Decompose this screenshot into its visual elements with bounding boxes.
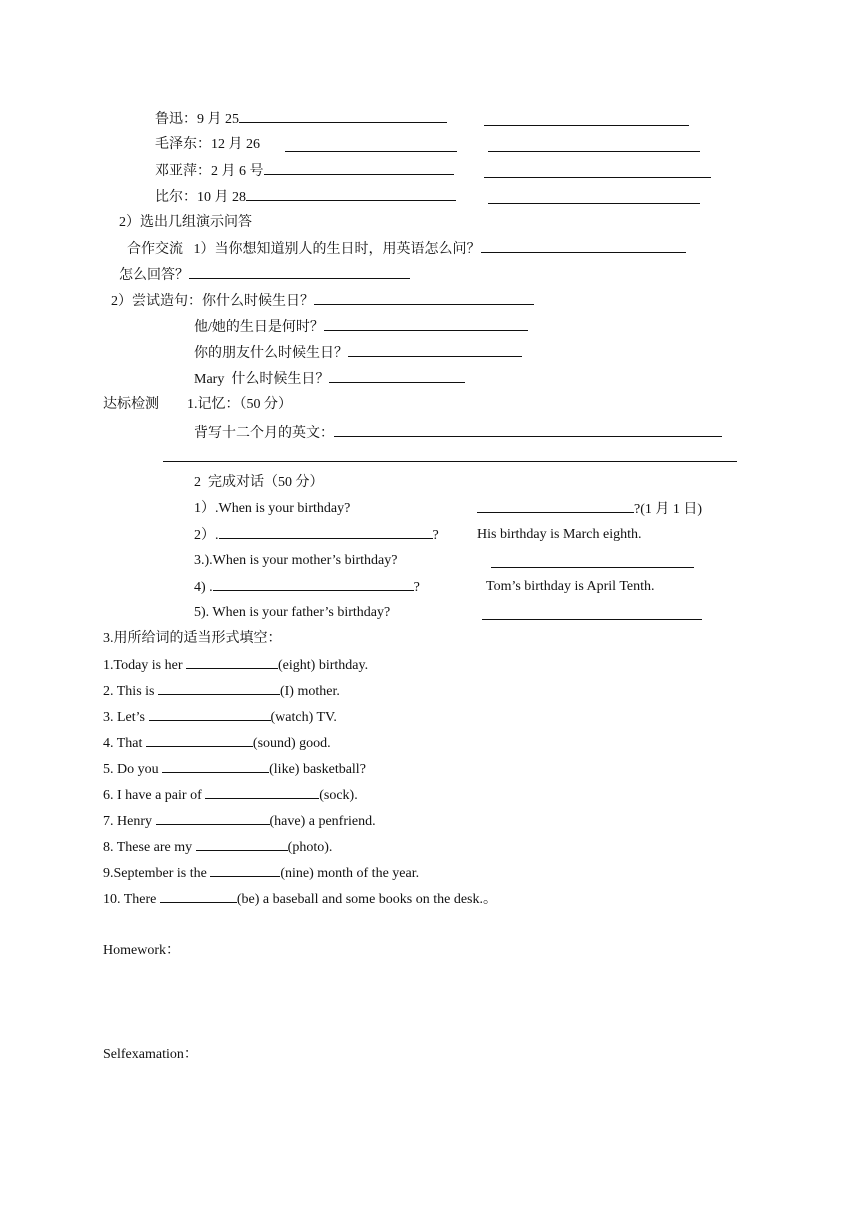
answer-blank[interactable]: [477, 500, 634, 513]
birthday-label: 邓亚萍：2 月 6 号: [155, 164, 264, 179]
selfexam-label: Selfexamation：: [103, 1047, 198, 1062]
fill-item-hint: (sock).: [319, 788, 358, 803]
answer-blank[interactable]: [239, 110, 447, 123]
answer-blank[interactable]: [324, 318, 528, 331]
answer-blank[interactable]: [488, 203, 700, 204]
answer-blank[interactable]: [491, 567, 694, 568]
answer-blank[interactable]: [210, 864, 280, 877]
fill-title: 3.用所给词的适当形式填空：: [103, 631, 282, 646]
fill-item-hint: (have) a penfriend.: [269, 814, 376, 829]
dialog-q5: 5). When is your father’s birthday?: [194, 605, 391, 620]
fill-item-hint: (photo).: [287, 840, 333, 855]
try-sentence-1: [111, 292, 534, 311]
birthday-row-3: [155, 162, 454, 181]
coop-prefix: 合作交流: [127, 242, 183, 257]
birthday-row-4: [155, 188, 456, 207]
answer-blank[interactable]: [219, 526, 433, 539]
coop-question-text: 1）当你想知道别人的生日时，用英语怎么问？: [193, 242, 481, 257]
fill-item-prefix: 5. Do you: [103, 762, 163, 777]
answer-blank[interactable]: [484, 125, 689, 126]
fill-item-prefix: 9.September is the: [103, 866, 211, 881]
answer-blank[interactable]: [484, 177, 711, 178]
answer-blank[interactable]: [348, 344, 522, 357]
answer-blank[interactable]: [264, 162, 454, 175]
answer-blank[interactable]: [213, 578, 414, 591]
dialog-title: 2 完成对话（50 分）: [194, 475, 324, 490]
try-title: 2）尝试造句：你什么时候生日？: [111, 294, 314, 309]
fill-item: [103, 656, 368, 675]
answer-blank[interactable]: [146, 734, 253, 747]
fill-item-prefix: 7. Henry: [103, 814, 156, 829]
answer-blank[interactable]: [246, 188, 456, 201]
dialog-q3: 3.).When is your mother’s birthday?: [194, 553, 398, 568]
fill-item: [103, 708, 337, 727]
coop-answer: [119, 266, 410, 285]
birthday-label: 比尔：10 月 28: [155, 190, 246, 205]
dialog-q2-prefix: 2）.: [194, 528, 219, 543]
fill-item-prefix: 3. Let’s: [103, 710, 149, 725]
answer-blank[interactable]: [481, 240, 686, 253]
answer-blank[interactable]: [488, 151, 700, 152]
fill-item-hint: (eight) birthday.: [278, 658, 369, 673]
try-3-text: 你的朋友什么时候生日？: [194, 346, 348, 361]
fill-item-prefix: 10. There: [103, 892, 160, 907]
answer-blank[interactable]: [149, 708, 271, 721]
fill-item: [103, 760, 366, 779]
dialog-q4-prefix: 4) .: [194, 580, 213, 595]
answer-blank[interactable]: [163, 461, 737, 462]
months-prompt: [194, 424, 722, 443]
answer-blank[interactable]: [482, 619, 702, 620]
dialog-q4-suffix: ?: [413, 580, 420, 595]
demo-line: 2）选出几组演示问答: [119, 215, 252, 230]
fill-item-prefix: 8. These are my: [103, 840, 196, 855]
answer-blank[interactable]: [162, 760, 269, 773]
answer-blank[interactable]: [186, 656, 278, 669]
fill-item-hint: (be) a baseball and some books on the desk.。: [236, 892, 497, 907]
dialog-a4: Tom’s birthday is April Tenth.: [486, 579, 655, 594]
coop-question: [127, 240, 686, 259]
answer-blank[interactable]: [189, 266, 410, 279]
fill-item-prefix: 1.Today is her: [103, 658, 187, 673]
answer-blank[interactable]: [156, 812, 270, 825]
dialog-a1-suffix: ?(1 月 1 日): [634, 502, 703, 517]
answer-blank[interactable]: [160, 890, 237, 903]
fill-item-hint: (like) basketball?: [269, 762, 366, 777]
dialog-q2-suffix: ?: [432, 528, 439, 543]
try-sentence-4: [194, 370, 465, 389]
memory-title: 1.记忆：（50 分）: [187, 397, 292, 412]
fill-item-hint: (watch) TV.: [270, 710, 337, 725]
fill-item-hint: (nine) month of the year.: [280, 866, 420, 881]
answer-blank[interactable]: [158, 682, 280, 695]
answer-blank[interactable]: [314, 292, 534, 305]
answer-blank[interactable]: [334, 424, 722, 437]
dialog-a1: [477, 500, 702, 519]
try-4-text: Mary 什么时候生日？: [194, 372, 330, 387]
fill-item-prefix: 4. That: [103, 736, 146, 751]
fill-item: [103, 786, 358, 805]
dialog-q2: [194, 526, 439, 545]
answer-blank[interactable]: [196, 838, 288, 851]
birthday-label: 鲁迅：9 月 25: [155, 112, 239, 127]
try-sentence-3: [194, 344, 522, 363]
dialog-a2: His birthday is March eighth.: [477, 527, 642, 542]
answer-blank[interactable]: [205, 786, 319, 799]
dialog-q4: [194, 578, 420, 597]
fill-item: [103, 734, 331, 753]
months-prompt-text: 背写十二个月的英文：: [194, 426, 334, 441]
try-2-text: 他/她的生日是何时？: [194, 320, 324, 335]
answer-blank[interactable]: [329, 370, 465, 383]
fill-item: [103, 838, 332, 857]
birthday-label: 毛泽东：12 月 26: [155, 137, 260, 152]
try-sentence-2: [194, 318, 528, 337]
birthday-row-2: [155, 136, 260, 154]
fill-item: [103, 682, 340, 701]
fill-item: [103, 864, 419, 883]
fill-item-hint: (sound) good.: [252, 736, 331, 751]
dialog-q1: 1）.When is your birthday?: [194, 501, 351, 516]
birthday-row-1: [155, 110, 447, 129]
answer-blank[interactable]: [285, 151, 457, 152]
fill-item-hint: (I) mother.: [279, 684, 340, 699]
fill-item-prefix: 2. This is: [103, 684, 158, 699]
fill-item: [103, 812, 376, 831]
check-title: 达标检测: [103, 397, 159, 412]
coop-answer-text: 怎么回答？: [119, 268, 189, 283]
fill-item-prefix: 6. I have a pair of: [103, 788, 206, 803]
homework-label: Homework：: [103, 943, 180, 958]
fill-item: [103, 890, 497, 909]
